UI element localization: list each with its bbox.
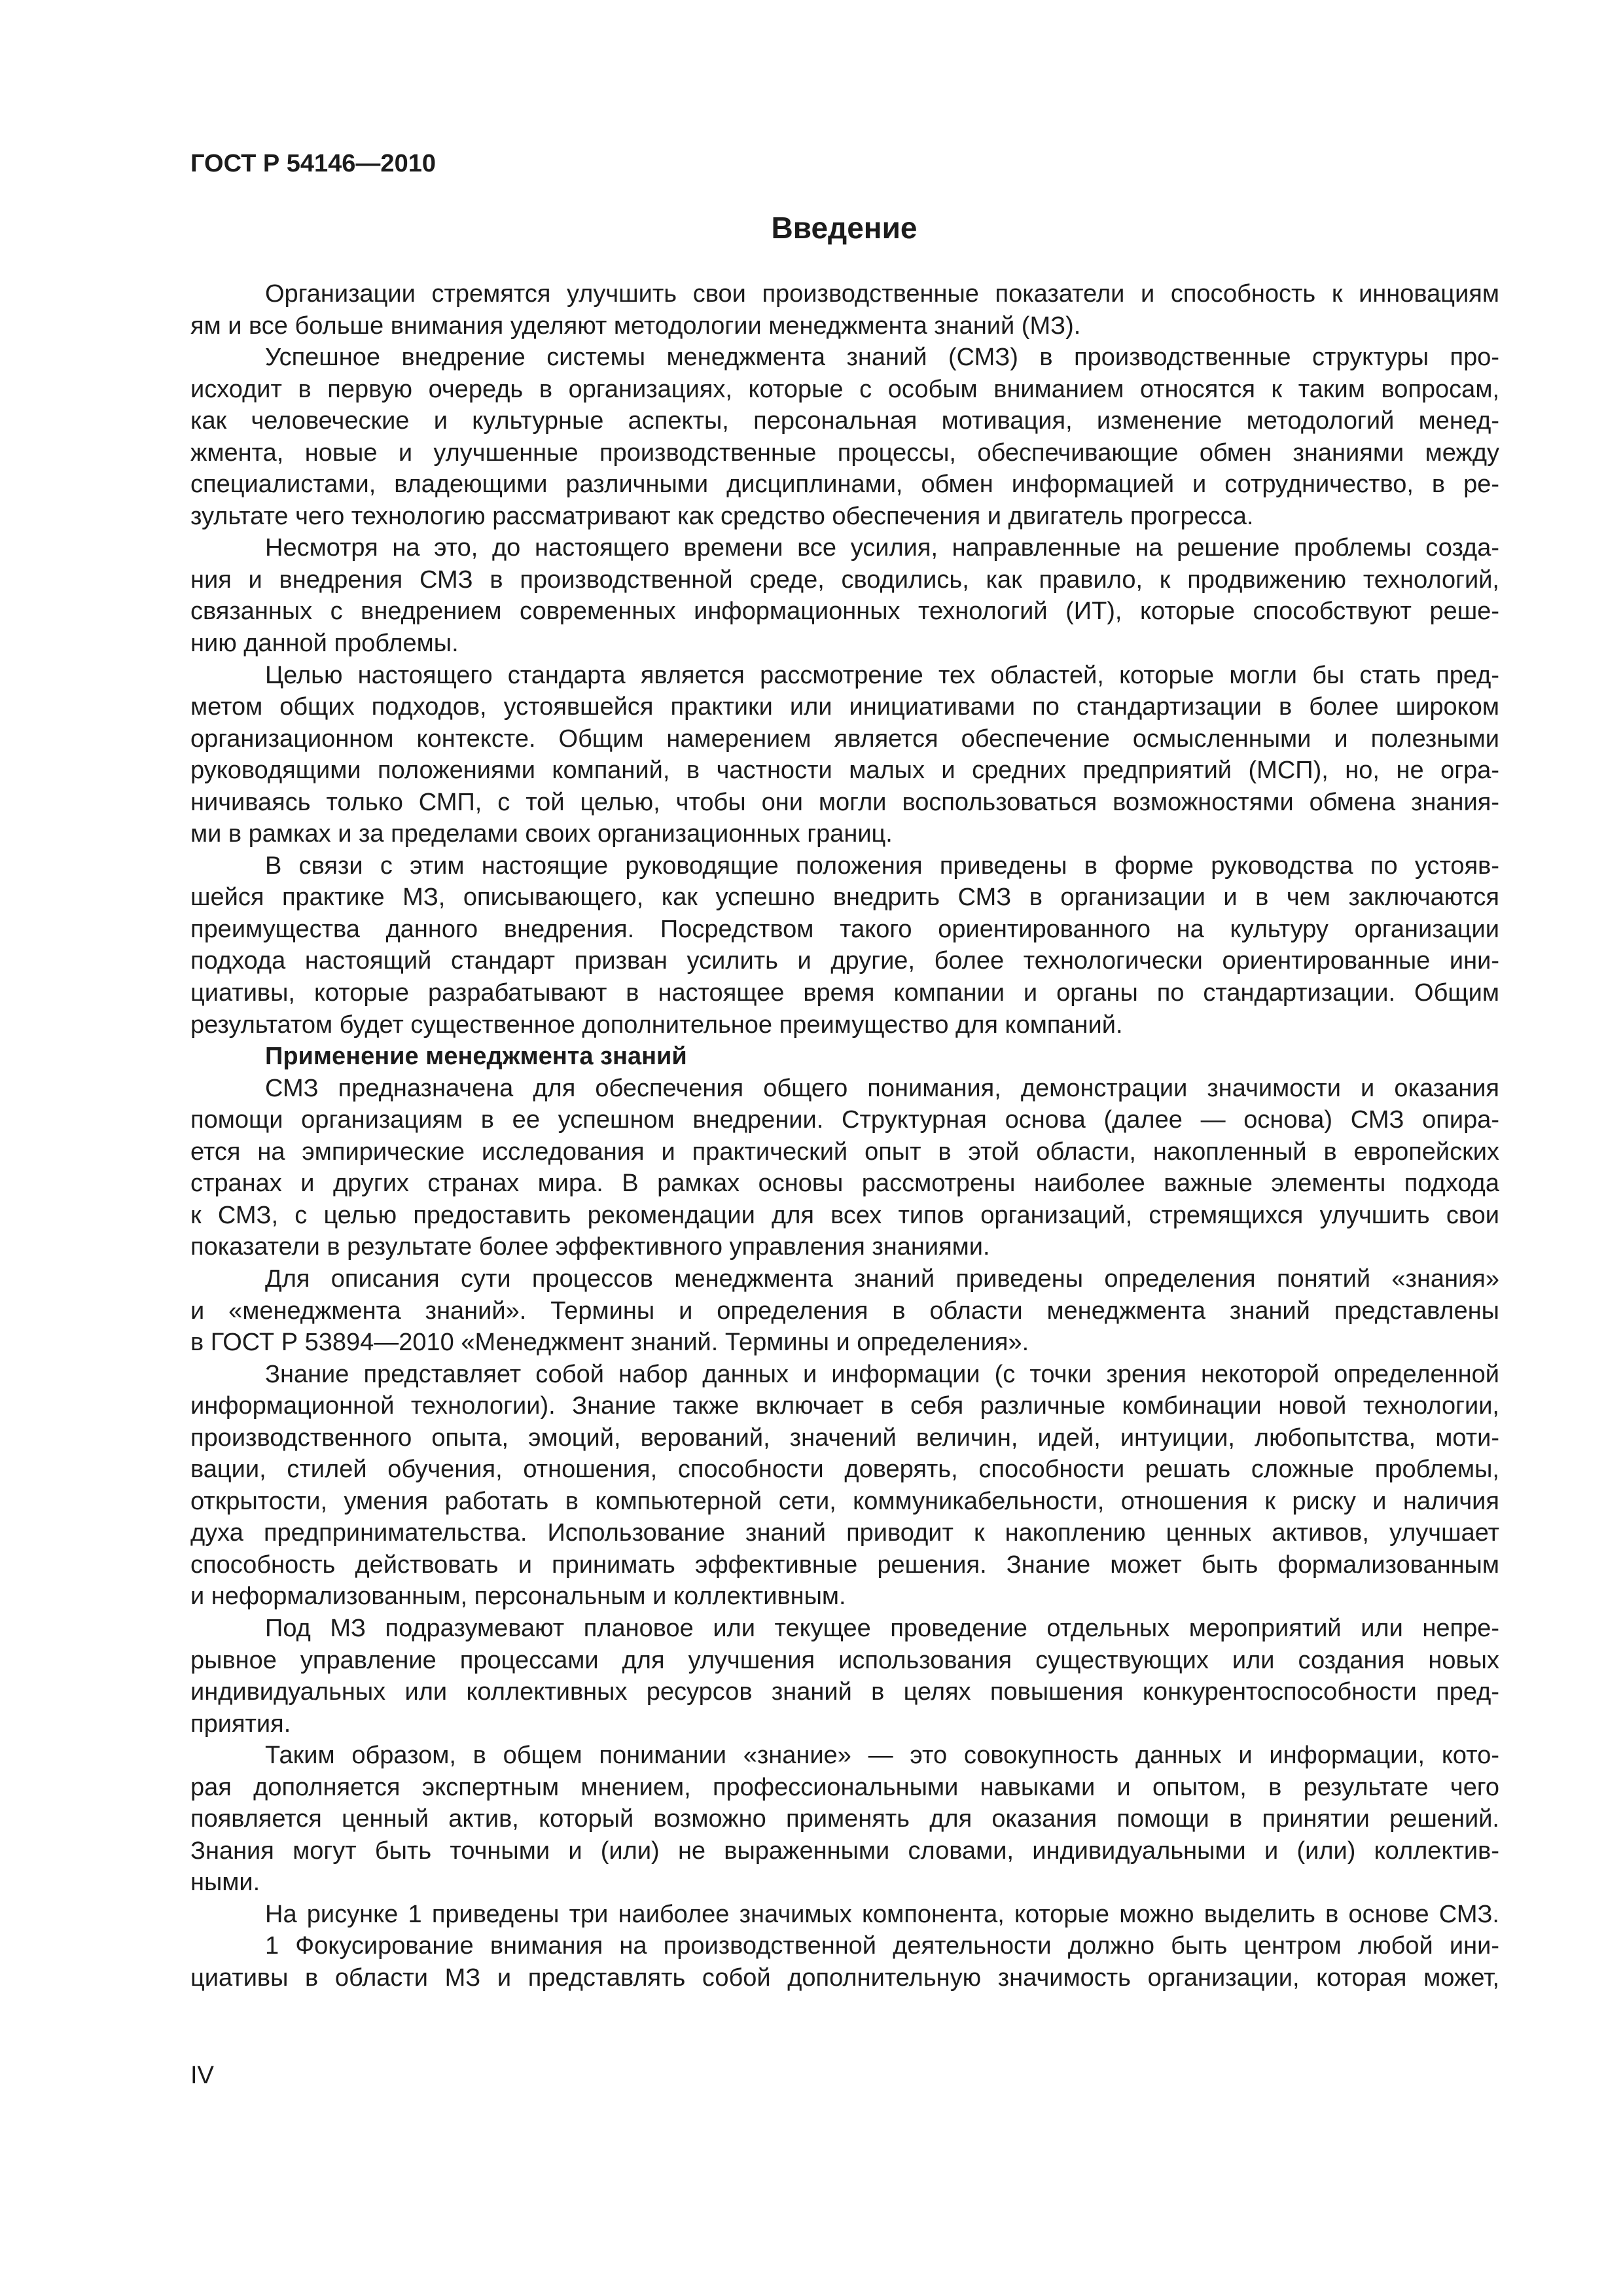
- text-line: подхода настоящий стандарт призван усилить и другие, более технологически ориентированные ини-: [190, 947, 1499, 975]
- text-line: Таким образом, в общем понимании «знание» — это совокупность данных и информации, кото-: [265, 1742, 1499, 1770]
- text-line: и «менеджмента знаний». Термины и определения в области менеджмента знаний представлены: [190, 1297, 1499, 1325]
- text-line: Целью настоящего стандарта является рассмотрение тех областей, которые могли бы стать пред-: [265, 661, 1499, 689]
- text-line: На рисунке 1 приведены три наиболее значимых компонента, которые можно выделить в основе СМЗ.: [265, 1900, 1499, 1928]
- text-line: рая дополняется экспертным мнением, профессиональными навыками и опытом, в результате чего: [190, 1773, 1499, 1801]
- text-line: появляется ценный актив, который возможно применять для оказания помощи в принятии решений.: [190, 1805, 1499, 1833]
- subsection-heading: Применение менеджмента знаний: [265, 1043, 687, 1071]
- text-line: преимущества данного внедрения. Посредством такого ориентированного на культуру организации: [190, 915, 1499, 943]
- text-line: приятия.: [190, 1710, 291, 1738]
- text-line: духа предпринимательства. Использование знаний приводит к накоплению ценных активов, улучшает: [190, 1519, 1499, 1547]
- text-line: жмента, новые и улучшенные производственные процессы, обеспечивающие обмен знаниями между: [190, 439, 1499, 467]
- text-line: и неформализованным, персональным и коллективным.: [190, 1583, 846, 1611]
- text-line: циативы в области МЗ и представлять собой дополнительную значимость организации, которая может,: [190, 1964, 1499, 1992]
- body-text: [190, 278, 1499, 1994]
- text-line: ми в рамках и за пределами своих организационных границ.: [190, 820, 893, 848]
- text-line: циативы, которые разрабатывают в настоящее время компании и органы по стандартизации. Общим: [190, 979, 1499, 1007]
- text-line: зультате чего технологию рассматривают как средство обеспечения и двигатель прогресса.: [190, 502, 1254, 530]
- text-line: помощи организациям в ее успешном внедрении. Структурная основа (далее — основа) СМЗ опира-: [190, 1106, 1499, 1134]
- text-line: производственного опыта, эмоций, верований, значений величин, идей, интуиции, любопытства, моти-: [190, 1424, 1499, 1452]
- text-line: странах и других странах мира. В рамках основы рассмотрены наиболее важные элементы подхода: [190, 1170, 1499, 1198]
- text-line: в ГОСТ Р 53894—2010 «Менеджмент знаний. Термины и определения».: [190, 1329, 1029, 1357]
- text-line: результатом будет существенное дополнительное преимущество для компаний.: [190, 1011, 1123, 1039]
- text-line: исходит в первую очередь в организациях, которые с особым вниманием относятся к таким вопросам,: [190, 375, 1499, 403]
- text-line: Несмотря на это, до настоящего времени все усилия, направленные на решение проблемы созда-: [265, 534, 1499, 562]
- text-line: способность действовать и принимать эффективные решения. Знание может быть формализованным: [190, 1551, 1499, 1579]
- text-line: Для описания сути процессов менеджмента знаний приведены определения понятий «знания»: [265, 1265, 1499, 1293]
- text-line: организационном контексте. Общим намерением является обеспечение осмысленными и полезными: [190, 725, 1499, 753]
- text-line: Знания могут быть точными и (или) не выраженными словами, индивидуальными и (или) коллектив-: [190, 1837, 1499, 1865]
- text-line: ния и внедрения СМЗ в производственной среде, сводились, как правило, к продвижению технологий,: [190, 565, 1499, 594]
- text-line: Под МЗ подразумевают плановое или текущее проведение отдельных мероприятий или непре-: [265, 1614, 1499, 1642]
- text-line: Организации стремятся улучшить свои производственные показатели и способность к инновациям: [265, 280, 1499, 308]
- text-line: СМЗ предназначена для обеспечения общего понимания, демонстрации значимости и оказания: [265, 1074, 1499, 1102]
- text-line: Успешное внедрение системы менеджмента знаний (СМЗ) в производственные структуры про-: [265, 344, 1499, 372]
- text-line: связанных с внедрением современных информационных технологий (ИТ), которые способствуют реше-: [190, 598, 1499, 626]
- text-line: шейся практике МЗ, описывающего, как успешно внедрить СМЗ в организации и в чем заключаются: [190, 884, 1499, 912]
- section-title: Введение: [771, 211, 918, 245]
- text-line: 1 Фокусирование внимания на производственной деятельности должно быть центром любой ини-: [265, 1932, 1499, 1960]
- text-line: руководящими положениями компаний, в частности малых и средних предприятий (МСП), но, не огра-: [190, 757, 1499, 785]
- text-line: ными.: [190, 1869, 260, 1897]
- text-line: В связи с этим настоящие руководящие положения приведены в форме руководства по устояв-: [265, 852, 1499, 880]
- text-line: ничиваясь только СМП, с той целью, чтобы они могли воспользоваться возможностями обмена знания-: [190, 788, 1499, 816]
- text-line: как человеческие и культурные аспекты, персональная мотивация, изменение методологий менед-: [190, 407, 1499, 435]
- text-line: рывное управление процессами для улучшения использования существующих или создания новых: [190, 1646, 1499, 1674]
- text-line: ется на эмпирические исследования и практический опыт в этой области, накопленный в европейских: [190, 1138, 1499, 1166]
- text-line: Знание представляет собой набор данных и информации (с точки зрения некоторой определенной: [265, 1360, 1499, 1388]
- text-line: показатели в результате более эффективного управления знаниями.: [190, 1233, 990, 1261]
- text-line: информационной технологии). Знание также включает в себя различные комбинации новой технологии,: [190, 1392, 1499, 1420]
- text-line: метом общих подходов, устоявшейся практики или инициативами по стандартизации в более широком: [190, 693, 1499, 721]
- text-line: специалистами, владеющими различными дисциплинами, обмен информацией и сотрудничество, в ре-: [190, 471, 1499, 499]
- page-number: IV: [190, 2062, 214, 2089]
- text-line: нию данной проблемы.: [190, 630, 459, 658]
- text-line: к СМЗ, с целью предоставить рекомендации для всех типов организаций, стремящихся улучшить свои: [190, 1201, 1499, 1229]
- text-line: ям и все больше внимания уделяют методологии менеджмента знаний (МЗ).: [190, 312, 1081, 340]
- text-line: открытости, умения работать в компьютерной сети, коммуникабельности, отношения к риску и наличия: [190, 1487, 1499, 1515]
- text-line: вации, стилей обучения, отношения, способности доверять, способности решать сложные проблемы,: [190, 1456, 1499, 1484]
- document-code: ГОСТ Р 54146—2010: [190, 150, 436, 177]
- text-line: индивидуальных или коллективных ресурсов знаний в целях повышения конкурентоспособности пред-: [190, 1678, 1499, 1706]
